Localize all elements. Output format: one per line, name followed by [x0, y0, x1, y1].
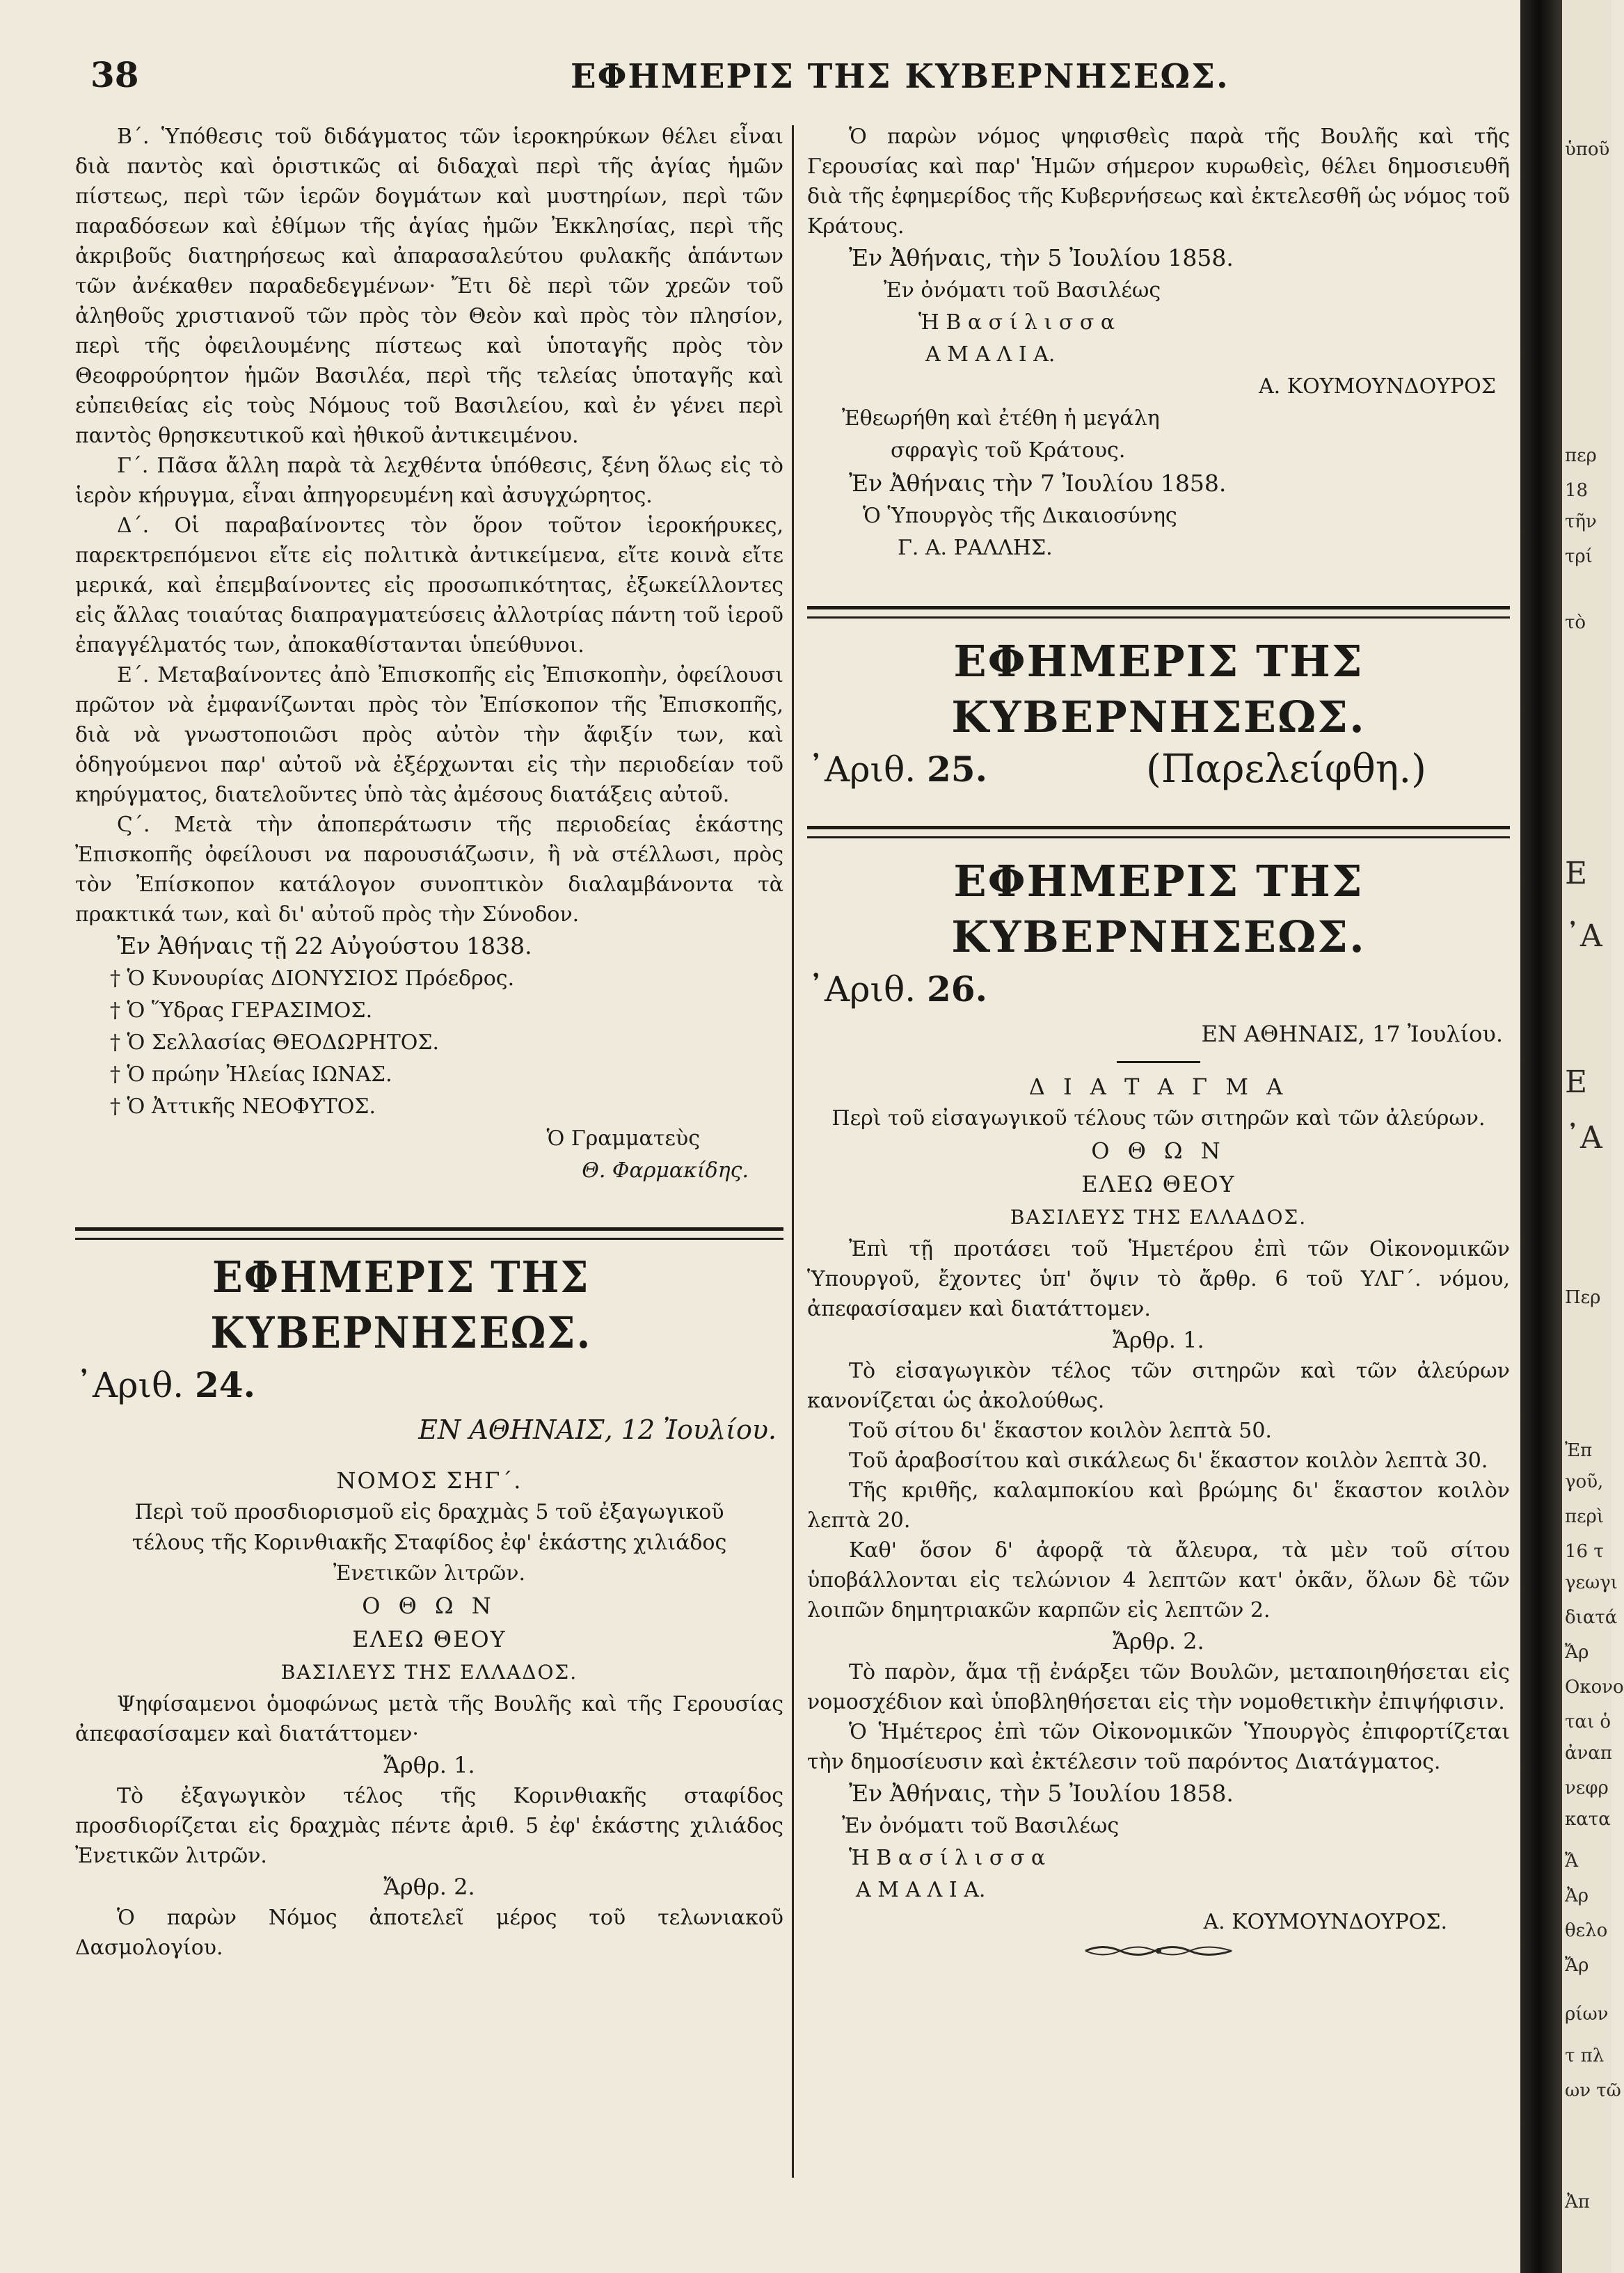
- article-1-heading: Ἄρθρ. 1.: [383, 1752, 475, 1778]
- edge-fragment: τῆν: [1565, 511, 1597, 532]
- king-name: Ο Θ Ω Ν: [1091, 1138, 1226, 1164]
- wheat-duty: Τοῦ σίτου δι' ἕκαστον κοιλὸν λεπτὰ 50.: [849, 1419, 1272, 1443]
- clause-e: Ε΄. Μεταβαίνοντες ἀπὸ Ἐπισκοπῆς εἰς Ἐπισκοπὴν, ὀφείλουσι πρῶτον νὰ ἐμφανίζωνται πρὸς τὸν Ἐπίσκοπον τῆς Ἐπισκοπῆς, διὰ νὰ γνωστοποιῶσι πρὸς αὐτὸν τὴν ἄφιξίν των, καὶ ὁδηγούμενοι παρ' αὐτοῦ νὰ ἐξέρχωνται εἰς τὴν περιοδείαν τοῦ κηρύγματος, διατελοῦντες ὑπὸ τὰς ἀμέσους διατάξεις αὐτοῦ.: [75, 663, 783, 807]
- edge-fragment: ᾿Α: [1565, 918, 1602, 954]
- edge-fragment: ται ὁ: [1565, 1712, 1611, 1732]
- right-column: [807, 122, 1510, 1966]
- article-2-text: Τὸ παρὸν, ἅμα τῇ ἐνάρξει τῶν Βουλῶν, μεταποιηθήσεται εἰς νομοσχέδιον καὶ ὑποβληθήσεται εἰς τὴν νομοθετικὴν ἐπιψήφισιν.: [807, 1660, 1510, 1714]
- edge-fragment: θελο: [1565, 1920, 1608, 1941]
- issue-25: [807, 634, 1510, 794]
- flour-duty: Καθ' ὅσον δ' ἀφορᾷ τὰ ἄλευρα, τὰ μὲν τοῦ σίτου ὑποβάλλονται εἰς τελώνιον 4 λεπτῶν κατ' ὀκᾶν, ὅλων δὲ τῶν λοιπῶν δημητριακῶν καρπῶν εἰς λεπτῶν 2.: [807, 1538, 1510, 1622]
- book-spine-shadow: [1520, 0, 1562, 2273]
- edge-fragment: περ: [1565, 445, 1597, 466]
- secretary-name: Θ. Φαρμακίδης.: [582, 1158, 749, 1183]
- edge-fragment: τρί: [1565, 546, 1593, 567]
- edge-fragment: Περ: [1565, 1287, 1601, 1308]
- edge-fragment: Ἐπ: [1565, 1440, 1593, 1461]
- issue-25-number-prefix: ᾿Αριθ.: [807, 749, 916, 790]
- decree-title: Δ Ι Α Τ Α Γ Μ Α: [1028, 1074, 1289, 1100]
- signatory: † Ὁ πρώην Ἠλείας ΙΩΝΑΣ.: [110, 1062, 392, 1087]
- ornament-flourish-icon: [1082, 1943, 1235, 1959]
- issue-24: [75, 1250, 783, 1963]
- issue-25-omitted-note: (Παρελείφθη.): [1145, 747, 1426, 792]
- section-rule: [75, 1227, 783, 1240]
- issue-26-number-prefix: ᾿Αριθ.: [807, 969, 916, 1010]
- issue-25-number-row: [807, 745, 1510, 794]
- signatory: † Ὁ Ὕδρας ΓΕΡΑΣΙΜΟΣ.: [110, 998, 373, 1023]
- article-1-text: Τὸ εἰσαγωγικὸν τέλος τῶν σιτηρῶν καὶ τῶν ἀλεύρων κανονίζεται ὡς ἀκολούθως.: [807, 1359, 1510, 1413]
- edge-fragment: ρίων: [1565, 2004, 1609, 2025]
- justice-minister-name: Γ. Α. ΡΑΛΛΗΣ.: [898, 536, 1053, 560]
- edge-fragment: κατα: [1565, 1809, 1611, 1830]
- minister-signature: Α. ΚΟΥΜΟΥΝΔΟΥΡΟΣ.: [1203, 1910, 1447, 1934]
- issue-26-title: ΕΦΗΜΕΡΙΣ ΤΗΣ ΚΥΒΕΡΝΗΣΕΩΣ.: [951, 856, 1366, 962]
- edge-fragment: γοῦ,: [1565, 1472, 1604, 1492]
- queen-regent: Ἡ Β α σ ί λ ι σ σ α: [849, 1846, 1046, 1870]
- edge-fragment: ἀναπ: [1565, 1743, 1613, 1764]
- queen-amalia: Α Μ Α Λ Ι Α.: [856, 1878, 986, 1902]
- in-name-of-king: Ἐν ὀνόματι τοῦ Βασιλέως: [884, 278, 1161, 303]
- issue-25-number: 25.: [927, 749, 988, 790]
- edge-fragment: Ἄρ: [1565, 1955, 1589, 1976]
- queen-regent: Ἡ Β α σ ί λ ι σ σ α: [918, 310, 1115, 335]
- article-1-text: Τὸ ἐξαγωγικὸν τέλος τῆς Κορινθιακῆς σταφίδος προσδιορίζεται εἰς δραχμὰς πέντε ἀριθ. 5 ἐφ' ἑκάστης χιλιάδος Ἐνετικῶν λιτρῶν.: [75, 1784, 783, 1868]
- edge-fragment: περὶ: [1565, 1506, 1605, 1527]
- decree-date: Ἐν Ἀθήναις, τὴν 5 Ἰουλίου 1858.: [849, 1780, 1234, 1807]
- running-header: [83, 54, 1496, 103]
- edge-fragment: διατά: [1565, 1607, 1618, 1628]
- by-grace-of-god: ΕΛΕΩ ΘΕΟΥ: [352, 1626, 507, 1652]
- small-divider: [1117, 1061, 1200, 1063]
- issue-24-title: ΕΦΗΜΕΡΙΣ ΤΗΣ ΚΥΒΕΡΝΗΣΕΩΣ.: [210, 1252, 592, 1358]
- section-rule: [807, 826, 1510, 838]
- edge-fragment: Ε: [1565, 1064, 1588, 1100]
- issue-24-dateline: ΕΝ ΑΘΗΝΑΙΣ, 12 Ἰουλίου.: [418, 1414, 777, 1445]
- in-name-of-king: Ἐν ὀνόματι τοῦ Βασιλέως: [842, 1814, 1120, 1838]
- issue-24-number: 24.: [195, 1364, 256, 1405]
- edge-fragment: τὸ: [1565, 612, 1586, 633]
- edge-fragment: Ἄρ: [1565, 1642, 1589, 1663]
- edge-fragment: νεφρ: [1565, 1778, 1609, 1799]
- justice-minister-title: Ὁ Ὑπουργὸς τῆς Δικαιοσύνης: [863, 504, 1177, 528]
- left-column: [75, 122, 783, 1963]
- sanction-date: Ἐν Ἀθήναις, τὴν 5 Ἰουλίου 1858.: [849, 244, 1234, 271]
- issue-24-number-row: [75, 1361, 783, 1410]
- running-masthead: ΕΦΗΜΕΡΙΣ ΤΗΣ ΚΥΒΕΡΝΗΣΕΩΣ.: [571, 57, 1229, 96]
- law-subject: Περὶ τοῦ προσδιορισμοῦ εἰς δραχμὰς 5 τοῦ ἐξαγωγικοῦ τέλους τῆς Κορινθιακῆς Σταφίδος ἐφ' ἑκάστης χιλιάδος Ἐνετικῶν λιτρῶν.: [132, 1500, 727, 1586]
- barley-duty: Τῆς κριθῆς, καλαμποκίου καὶ βρώμης δι' ἕκαστον κοιλὸν λεπτὰ 20.: [807, 1478, 1510, 1533]
- clause-st: Ϛ΄. Μετὰ τὴν ἀποπεράτωσιν τῆς περιοδείας ἑκάστης Ἐπισκοπῆς ὀφείλουσι να παρουσιάζωσιν, ἢ νὰ στέλλωσι, πρὸς τὸν Ἐπίσκοπον κατάλογον συνοπτικὸν διαλαμβάνοντα τὰ πρακτικά των, καὶ δι' αὐτοῦ πρὸς τὴν Σύνοδον.: [75, 813, 783, 927]
- seal-note-line-2: σφραγὶς τοῦ Κράτους.: [891, 438, 1126, 463]
- by-grace-of-god: ΕΛΕΩ ΘΕΟΥ: [1081, 1171, 1236, 1197]
- article-2-heading: Ἄρθρ. 2.: [1113, 1628, 1204, 1654]
- issue-26-number: 26.: [927, 968, 988, 1010]
- issue-24-number-prefix: ᾿Αριθ.: [75, 1365, 184, 1405]
- decree-subject: Περὶ τοῦ εἰσαγωγικοῦ τέλους τῶν σιτηρῶν καὶ τῶν ἀλεύρων.: [831, 1106, 1486, 1131]
- edge-fragment: τ πλ: [1565, 2045, 1605, 2066]
- minister-signature: Α. ΚΟΥΜΟΥΝΔΟΥΡΟΣ: [1259, 374, 1496, 399]
- law-preamble: Ψηφίσαμενοι ὁμοφώνως μετὰ τῆς Βουλῆς καὶ τῆς Γερουσίας ἀπεφασίσαμεν καὶ διατάττομεν·: [75, 1692, 783, 1746]
- queen-amalia: Α Μ Α Λ Ι Α.: [925, 342, 1056, 367]
- decree-preamble: Ἐπὶ τῇ προτάσει τοῦ Ἡμετέρου ἐπὶ τῶν Οἰκονομικῶν Ὑπουργοῦ, ἔχοντες ὑπ' ὄψιν τὸ ἄρθρ. 6 τοῦ ΥΛΓ΄. νόμου, ἀπεφασίσαμεν καὶ διατάττομεν.: [807, 1237, 1510, 1321]
- closing-ornament: [807, 1938, 1510, 1966]
- signatory: † Ὁ Κυνουρίας ΔΙΟΝΥΣΙΟΣ Πρόεδρος.: [110, 966, 515, 991]
- edge-fragment: Ἀρ: [1565, 1885, 1589, 1906]
- issue-26: [807, 854, 1510, 1966]
- maize-duty: Τοῦ ἀραβοσίτου καὶ σικάλεως δι' ἕκαστον κοιλὸν λεπτὰ 30.: [849, 1449, 1488, 1473]
- seal-date: Ἐν Ἀθήναις τὴν 7 Ἰουλίου 1858.: [849, 470, 1227, 497]
- clause-g: Γ΄. Πᾶσα ἄλλη παρὰ τὰ λεχθέντα ὑπόθεσις, ξένη ὅλως εἰς τὸ ἱερὸν κήρυγμα, εἶναι ἀπηγορευμένη καὶ ἀσυγχώρητος.: [75, 454, 783, 508]
- issue-26-number-row: [807, 965, 1510, 1014]
- issue-25-title: ΕΦΗΜΕΡΙΣ ΤΗΣ ΚΥΒΕΡΝΗΣΕΩΣ.: [951, 636, 1366, 742]
- signatory: † Ὁ Ἀττικῆς ΝΕΟΦΥΤΟΣ.: [110, 1094, 376, 1119]
- edge-fragment: Ἄ: [1565, 1851, 1579, 1872]
- edge-fragment: γεωγι: [1565, 1572, 1618, 1593]
- edge-fragment: 18: [1565, 480, 1589, 501]
- section-rule: [807, 606, 1510, 619]
- king-title: ΒΑΣΙΛΕΥΣ ΤΗΣ ΕΛΛΑΔΟΣ.: [1010, 1206, 1307, 1229]
- king-name: Ο Θ Ω Ν: [362, 1593, 497, 1619]
- law-title: ΝΟΜΟΣ ΣΗΓ΄.: [336, 1467, 523, 1494]
- king-title: ΒΑΣΙΛΕΥΣ ΤΗΣ ΕΛΛΑΔΟΣ.: [280, 1661, 578, 1684]
- edge-fragment: Οκονο: [1565, 1677, 1624, 1698]
- article-2-heading: Ἄρθρ. 2.: [383, 1874, 475, 1900]
- edge-fragment: ᾿Α: [1565, 1120, 1602, 1156]
- synod-date: Ἐν Ἀθήναις τῇ 22 Αὐγούστου 1838.: [117, 932, 532, 959]
- clause-b: Β΄. Ὑπόθεσις τοῦ διδάγματος τῶν ἱεροκηρύκων θέλει εἶναι διὰ παντὸς καὶ ὁριστικῶς αἱ διδαχαὶ περὶ τῆς ἁγίας ἡμῶν πίστεως, περὶ τῶν ἱερῶν δογμάτων καὶ μυστηρίων, περὶ τῶν παραδόσεων καὶ ἐθίμων τῆς ἁγίας ἡμῶν Ἐκκλησίας, περὶ τῆς ἀκριβοῦς διατηρήσεως καὶ ἀπαρασαλεύτου φυλακῆς ἁπάντων τῶν ἀνέκαθεν παραδεδεγμένων· Ἔτι δὲ περὶ τῶν χρεῶν τοῦ ἀληθοῦς χριστιανοῦ τῶν πρὸς τὸν Θεὸν καὶ πρὸς τὸν πλησίον, περὶ τῆς ὀφειλουμένης πίστεως καὶ ὑποταγῆς πρὸς τὸν Θεοφρούρητον ἡμῶν Βασιλέα, περὶ τῆς τελείας ὑποταγῆς καὶ εὐπειθείας εἰς τοὺς Νόμους τοῦ Βασιλείου, καὶ ἐν γένει περὶ παντὸς θρησκευτικοῦ καὶ ἠθικοῦ ἀντικειμένου.: [75, 125, 783, 448]
- secretary-title: Ὁ Γραμματεὺς: [546, 1126, 700, 1151]
- law-continuation: Ὁ παρὼν νόμος ψηφισθεὶς παρὰ τῆς Βουλῆς καὶ τῆς Γερουσίας καὶ παρ' Ἡμῶν σήμερον κυρωθεὶς, θέλει δημοσιευθῆ διὰ τῆς ἐφημερίδος τῆς Κυβερνήσεως καὶ ἐκτελεσθῆ ὡς νόμος τοῦ Κράτους.: [807, 125, 1510, 239]
- edge-fragment: 16 τ: [1565, 1541, 1604, 1562]
- clause-d: Δ΄. Οἱ παραβαίνοντες τὸν ὅρον τοῦτον ἱεροκήρυκες, παρεκτρεπόμενοι εἴτε εἰς πολιτικὰ ἀντικείμενα, εἴτε κοινὰ εἴτε μερικά, καὶ ἐπεμβαίνοντες εἰς προσωπικότητας, ἐξωκείλλοντες εἰς ἄλλας τοιαύτας διαπραγματεύσεις ἀλλοτρίας πάντη τοῦ ἱεροῦ ἐπαγγέλματός των, ἀποκαθίστανται ὑπεύθυνοι.: [75, 513, 783, 657]
- page-number: 38: [90, 54, 139, 95]
- article-1-heading: Ἄρθρ. 1.: [1113, 1327, 1204, 1353]
- edge-fragment: ὑποῦ: [1565, 139, 1610, 160]
- article-2-text: Ὁ παρὼν Νόμος ἀποτελεῖ μέρος τοῦ τελωνιακοῦ Δασμολογίου.: [75, 1906, 783, 1960]
- column-divider: [792, 125, 794, 2178]
- edge-fragment: ων τῶ: [1565, 2080, 1621, 2101]
- adjacent-page-edge: [1562, 0, 1624, 2273]
- edge-fragment: Ἀπ: [1565, 2192, 1590, 2212]
- seal-note-line-1: Ἐθεωρήθη καὶ ἐτέθη ἡ μεγάλη: [842, 406, 1160, 431]
- minister-charge: Ὁ Ἡμέτερος ἐπὶ τῶν Οἰκονομικῶν Ὑπουργὸς ἐπιφορτίζεται τὴν δημοσίευσιν καὶ ἐκτέλεσιν τοῦ παρόντος Διατάγματος.: [807, 1720, 1510, 1774]
- signatory: † Ὁ Σελλασίας ΘΕΟΔΩΡΗΤΟΣ.: [110, 1030, 440, 1055]
- edge-fragment: Ε: [1565, 856, 1588, 891]
- issue-26-dateline: ΕΝ ΑΘΗΝΑΙΣ, 17 Ἰουλίου.: [1201, 1021, 1503, 1047]
